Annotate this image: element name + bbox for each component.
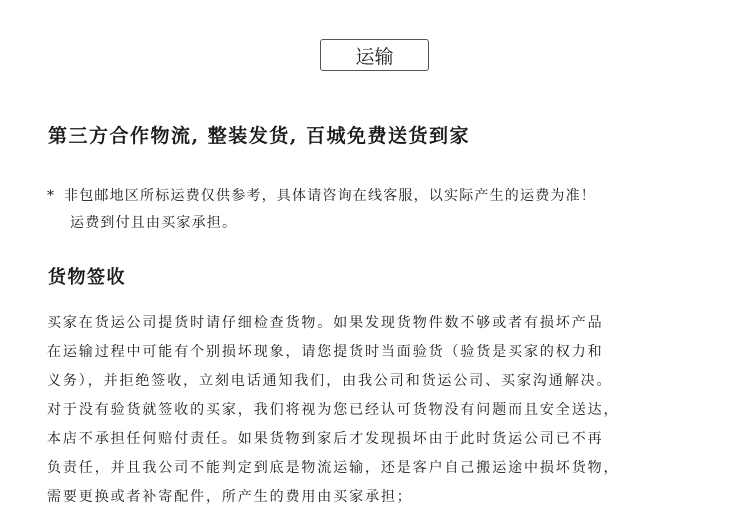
notice-line: 非包邮地区所标运费仅供参考，具体请咨询在线客服，以实际产生的运费为准！	[64, 188, 596, 204]
paragraph-line: 对于没有验货就签收的买家，我们将视为您已经认可货物没有问题而且安全送达，	[47, 402, 620, 418]
inspection-paragraph	[47, 309, 707, 512]
paragraph-line: 在运输过程中可能有个别损坏现象，请您提货时当面验货（验货是买家的权力和	[47, 344, 604, 360]
inspection-heading: 货物签收	[48, 267, 126, 288]
paragraph-line: 负责任，并且我公司不能判定到底是物流运输，还是客户自己搬运途中损坏货物，	[47, 460, 620, 476]
asterisk-marker: *	[47, 188, 56, 204]
paragraph-line: 本店不承担任何赔付责任。如果货物到家后才发现损坏由于此时货运公司已不再	[47, 431, 604, 447]
paragraph-line: 买家在货运公司提货时请仔细检查货物。如果发现货物件数不够或者有损坏产品	[47, 315, 604, 331]
notice-line: 运费到付且由买家承担。	[70, 215, 238, 231]
paragraph-line: 义务），并拒绝签收，立刻电话通知我们，由我公司和货运公司、买家沟通解决。	[47, 373, 613, 389]
section-title-box	[320, 39, 429, 71]
shipping-fee-notice	[47, 183, 719, 237]
paragraph-line: 需要更换或者补寄配件，所产生的费用由买家承担；	[47, 489, 413, 505]
page-title: 运输	[355, 45, 394, 68]
shipping-headline: 第三方合作物流, 整装发货, 百城免费送货到家	[48, 125, 470, 147]
